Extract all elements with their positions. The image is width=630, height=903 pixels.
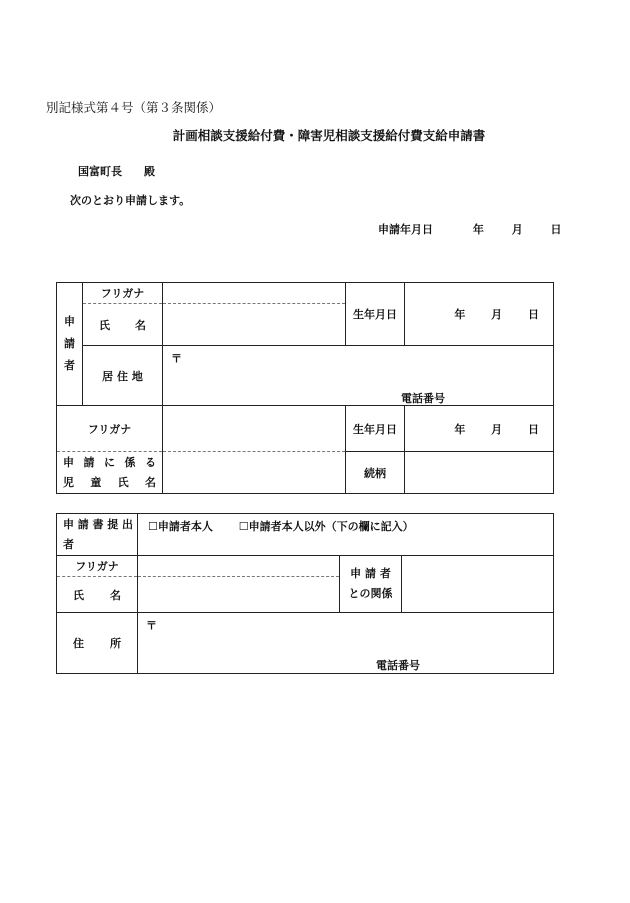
application-date bbox=[378, 221, 562, 237]
submitter-label-char: 出 bbox=[122, 518, 133, 531]
child-label-char: 請 bbox=[83, 455, 95, 469]
birth-month-label: 月 bbox=[491, 308, 503, 321]
submitter-name-label bbox=[57, 577, 138, 613]
child-label-char: る bbox=[145, 455, 156, 469]
submitter-relation-field[interactable] bbox=[402, 556, 554, 613]
submitter-address-label bbox=[57, 613, 138, 674]
applicant-birth-date-label: 生年月日 bbox=[346, 283, 405, 346]
application-statement: 次のとおり申請します。 bbox=[70, 194, 191, 207]
submitter-label-char: 請 bbox=[77, 518, 89, 531]
child-label-char: 氏 bbox=[117, 475, 129, 489]
submitter-label-char: 書 bbox=[92, 518, 104, 531]
form-number: 別記様式第４号（第３条関係） bbox=[46, 100, 222, 115]
child-relationship-label: 続柄 bbox=[346, 452, 405, 494]
submitter-label-char: 提 bbox=[107, 518, 119, 531]
option-self-checkbox[interactable]: ☐申請者本人 bbox=[148, 520, 213, 533]
submitter-address-char: 所 bbox=[110, 637, 121, 650]
child-label-char: 児 bbox=[63, 475, 74, 489]
addressee-honorific: 殿 bbox=[144, 165, 155, 178]
applicant-section-char: 申 bbox=[64, 315, 75, 328]
applicant-phone-label: 電話番号 bbox=[401, 392, 445, 405]
child-label-char: 名 bbox=[144, 475, 156, 489]
submitter-label-char: 申 bbox=[63, 518, 74, 531]
postal-mark: 〒 bbox=[171, 352, 182, 365]
option-other-checkbox[interactable]: ☐申請者本人以外（下の欄に記入） bbox=[238, 520, 414, 533]
addressee bbox=[78, 163, 155, 179]
submitter-label-char: 者 bbox=[63, 538, 74, 551]
child-label-char: 係 bbox=[124, 455, 136, 469]
addressee-name: 国富町長 bbox=[78, 165, 122, 178]
submitter-furigana-field[interactable] bbox=[138, 556, 340, 577]
submitter-furigana-label: フリガナ bbox=[57, 556, 138, 577]
child-furigana-label: フリガナ bbox=[57, 406, 163, 452]
applicant-section-char: 請 bbox=[64, 337, 75, 350]
child-name-label bbox=[57, 452, 163, 494]
submitter-address-field[interactable] bbox=[138, 613, 554, 674]
applicant-address-label: 居 住 地 bbox=[83, 346, 163, 406]
child-birth-month-label: 月 bbox=[491, 422, 503, 436]
submitter-relation-label bbox=[340, 556, 402, 613]
applicant-name-char: 名 bbox=[135, 318, 146, 332]
page-title: 計画相談支援給付費・障害児相談支援給付費支給申請書 bbox=[172, 128, 486, 143]
applicant-table bbox=[56, 282, 554, 406]
child-birth-date-field[interactable] bbox=[405, 406, 554, 452]
child-relationship-field[interactable] bbox=[405, 452, 554, 494]
applicant-birth-date-field[interactable] bbox=[405, 283, 554, 346]
applicant-section-char: 者 bbox=[64, 359, 75, 372]
submitter-name-char: 氏 bbox=[73, 588, 84, 602]
child-furigana-field[interactable] bbox=[163, 406, 346, 452]
submitter-relation-line: 申 請 者 bbox=[350, 567, 391, 580]
applicant-name-char: 氏 bbox=[99, 318, 110, 332]
child-birth-day-label: 日 bbox=[528, 422, 539, 436]
child-name-field[interactable] bbox=[163, 452, 346, 494]
submitter-phone-label: 電話番号 bbox=[376, 659, 420, 672]
child-birth-date-label: 生年月日 bbox=[346, 406, 405, 452]
application-year-label: 年 bbox=[472, 223, 484, 236]
submitter-table bbox=[56, 513, 554, 674]
submitter-options bbox=[138, 514, 554, 556]
submitter-name-field[interactable] bbox=[138, 577, 340, 613]
submitter-relation-line: との関係 bbox=[348, 587, 393, 600]
child-label-char: に bbox=[104, 455, 115, 469]
applicant-furigana-label: フリガナ bbox=[83, 283, 163, 304]
application-date-label: 申請年月日 bbox=[378, 223, 433, 236]
child-label-char: 申 bbox=[63, 455, 74, 469]
applicant-section-label bbox=[57, 283, 83, 406]
child-label-char: 童 bbox=[90, 475, 102, 489]
application-month-label: 月 bbox=[511, 223, 523, 236]
applicant-address-field[interactable] bbox=[163, 346, 554, 406]
child-table bbox=[56, 405, 554, 494]
applicant-name-field[interactable] bbox=[163, 304, 346, 346]
application-day-label: 日 bbox=[550, 223, 562, 236]
applicant-furigana-field[interactable] bbox=[163, 283, 346, 304]
submitter-address-char: 住 bbox=[73, 637, 84, 650]
submitter-name-char: 名 bbox=[110, 588, 121, 602]
applicant-name-label bbox=[83, 304, 163, 346]
submitter-label bbox=[57, 514, 138, 556]
child-birth-year-label: 年 bbox=[454, 422, 466, 436]
birth-year-label: 年 bbox=[454, 308, 466, 321]
postal-mark: 〒 bbox=[146, 619, 157, 632]
birth-day-label: 日 bbox=[528, 308, 539, 321]
